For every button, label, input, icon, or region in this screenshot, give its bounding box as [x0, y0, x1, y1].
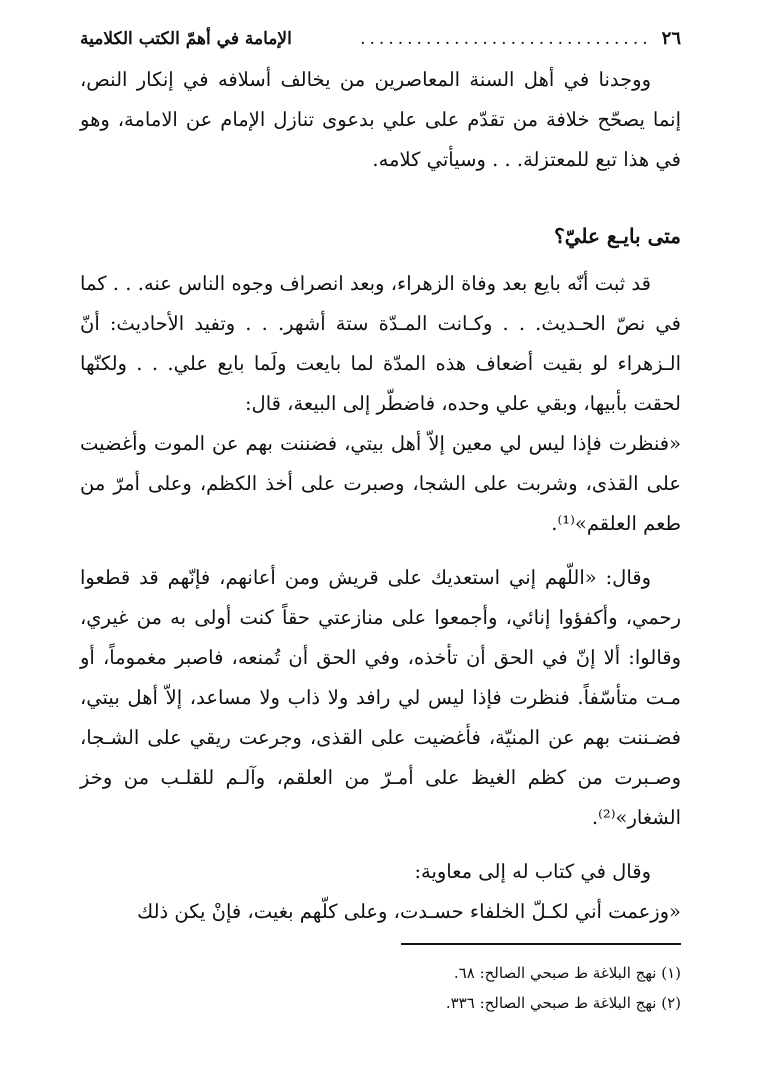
paragraph-prayer: وقال: «اللّهم إني استعديك على قريش ومن أعانهم، فإنّهم قد قطعوا رحمي، وأكفؤوا إنائي، وأجمعوا على منازعتي حقاً كنت أولى به من غيري، وقالوا: ألا إنّ في الحق أن تأخذه، وفي الحق أن تُمنعه، فاصبر مغموماً، أو مـت متأسّفاً. فنظرت فإذا ليس لي رافد ولا ذاب ولا مساعد، إلاّ أهل بيتي، فضـننت بهم عن المنيّة، فأغضيت على القذى، وجرعت ريقي على الشـجا، وصـبرت من كظم الغيظ على أمـرّ من العلقم، وآلـم للقلـب من وخز الشغار»⁽²⁾. — [80, 566, 681, 829]
paragraph-letter-intro: وقال في كتاب له إلى معاوية: — [414, 860, 651, 883]
footnote-2: (٢) نهج البلاغة ط صبحي الصالح: ٣٣٦. — [445, 994, 681, 1012]
quote-letter: «وزعمت أني لكـلّ الخلفاء حسـدت، وعلى كلّهم بغيت، فإنْ يكن ذلك — [137, 900, 681, 923]
running-title: الإمامة في أهمّ الكتب الكلامية — [80, 29, 292, 49]
footnote-divider — [401, 943, 681, 945]
page-number: ٢٦ — [661, 28, 681, 49]
paragraph-bayaa: قد ثبت أنّه بايع بعد وفاة الزهراء، وبعد انصراف وجوه الناس عنه. . . كما في نصّ الحـديث. . . وكـانت المـدّة ستة أشهر. . . وتفيد الأحاديث: أنّ الـزهراء لو بقيت أضعاف هذه المدّة لما بايعت ولَما بايع علي. . . ولكنّها لحقت بأبيها، وبقي علي وحده، فاضطّر إلى البيعة، قال: — [80, 272, 681, 415]
section-heading: متى بايـع عليّ؟ — [554, 224, 681, 248]
header-leader-dots: ............................... — [360, 29, 652, 49]
running-header — [80, 28, 681, 60]
paragraph-intro: ووجدنا في أهل السنة المعاصرين من يخالف أسلافه في إنكار النص، إنما يصحّح خلافة من تقدّم على علي بدعوى تنازل الإمام عن الامامة، وهو في هذا تبع للمعتزلة. . . وسيأتي كلامه. — [80, 68, 681, 171]
footnote-1: (١) نهج البلاغة ط صبحي الصالح: ٦٨. — [453, 964, 681, 982]
body-text — [80, 60, 681, 932]
quote-first: «فنظرت فإذا ليس لي معين إلاّ أهل بيتي، فضننت بهم عن الموت وأغضيت على القذى، وشربت على الشجا، وصبرت على أخذ الكظم، وعلى أمرّ من طعم العلقم»⁽¹⁾. — [80, 432, 681, 535]
footnotes — [80, 958, 681, 1018]
